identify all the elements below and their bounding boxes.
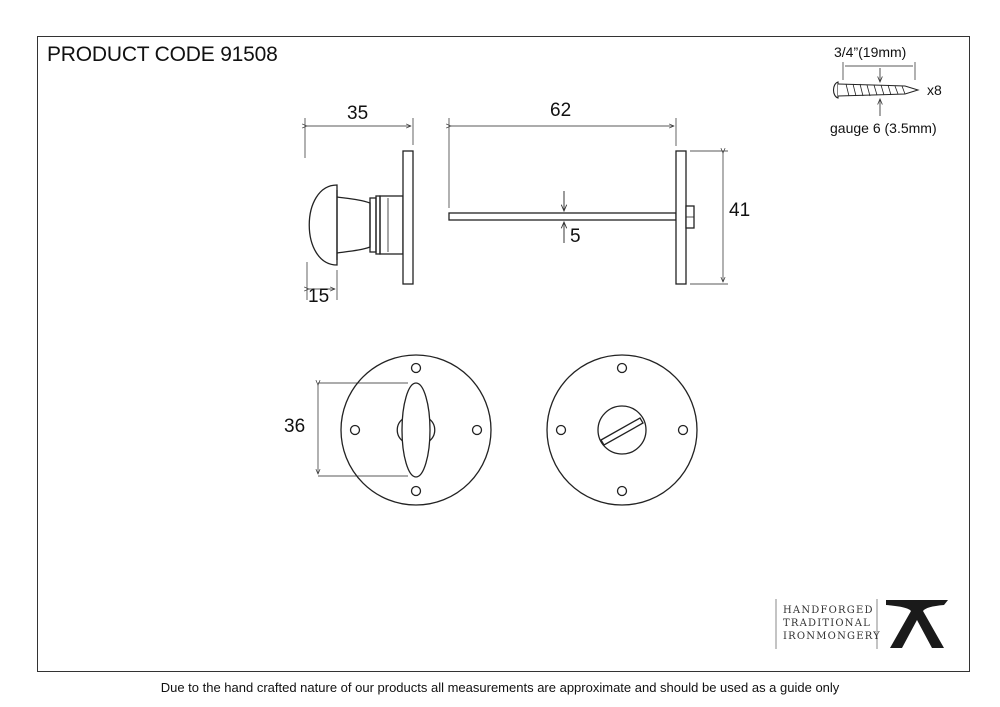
screw-quantity: x8 bbox=[927, 82, 942, 98]
dim-knob-height: 36 bbox=[284, 416, 306, 437]
brand-line-1: HANDFORGED bbox=[783, 605, 874, 616]
dim-knob-depth: 35 bbox=[347, 103, 369, 124]
screw-length: 3/4”(19mm) bbox=[834, 44, 907, 60]
knob-side-view bbox=[309, 185, 403, 265]
release-front-view bbox=[547, 355, 697, 505]
dim-knob-neck: 15 bbox=[308, 286, 330, 307]
knob-front-view bbox=[341, 355, 491, 505]
brand-line-2: TRADITIONAL bbox=[783, 618, 872, 629]
brand-wordmark bbox=[783, 604, 881, 643]
dim-spindle-size: 5 bbox=[570, 226, 581, 247]
rose-side-right bbox=[676, 151, 686, 284]
disclaimer: Due to the hand crafted nature of our products all measurements are approximate and should be used as a guide only bbox=[160, 680, 840, 695]
dim-rose-height: 41 bbox=[729, 200, 751, 221]
screw-icon bbox=[834, 62, 919, 116]
anvil-icon bbox=[886, 600, 948, 648]
brand-line-3: IRONMONGERY bbox=[783, 631, 881, 642]
screw-gauge: gauge 6 (3.5mm) bbox=[830, 120, 937, 136]
product-code: PRODUCT CODE 91508 bbox=[47, 43, 278, 66]
spindle bbox=[449, 213, 676, 220]
rose-side-left bbox=[403, 151, 413, 284]
dim-spindle-length: 62 bbox=[550, 100, 572, 121]
